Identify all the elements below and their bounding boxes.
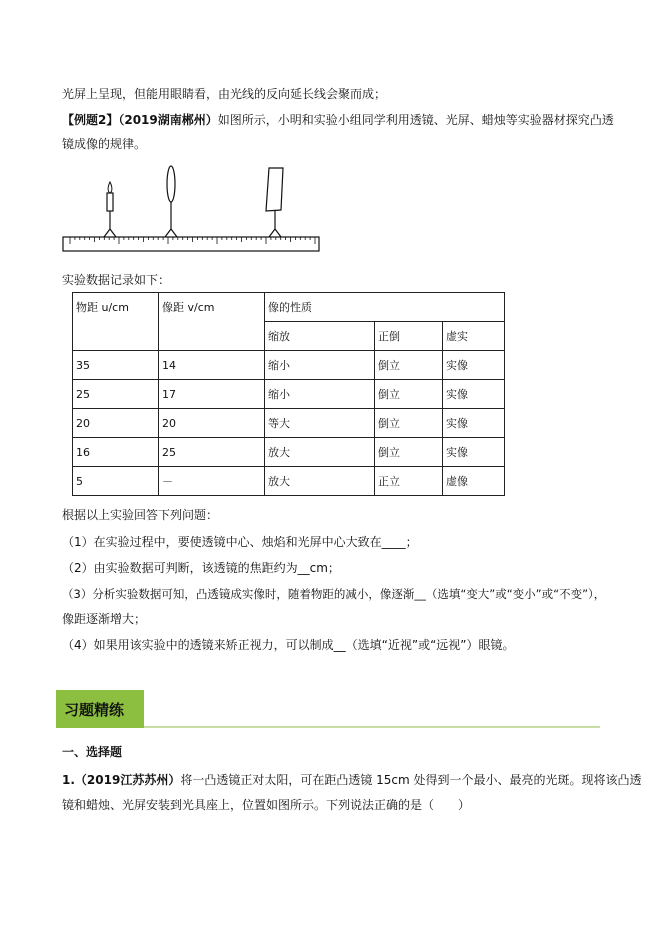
- section-banner: 习题精练: [56, 690, 144, 728]
- subheader-orientation: 正倒: [375, 322, 443, 351]
- question-4: （4）如果用该实验中的透镜来矫正视力，可以制成__（选填“近视”或“远视”）眼镜。: [62, 638, 515, 652]
- example-line-1: [62, 112, 614, 128]
- cell: 实像: [443, 438, 505, 467]
- cell: 正立: [375, 467, 443, 496]
- record-intro: 实验数据记录如下：: [62, 273, 171, 287]
- table-header-row: [73, 293, 505, 322]
- cell: 实像: [443, 409, 505, 438]
- example-line-2: 镜成像的规律。: [62, 137, 147, 151]
- subheader-real-virtual: 虚实: [443, 322, 505, 351]
- lens-assembly: [165, 166, 177, 237]
- problem-1-line-2: 镜和蜡烛、光屏安装到光具座上，位置如图所示。下列说法正确的是（ ）: [62, 798, 471, 812]
- cell: 16: [73, 438, 159, 467]
- table-row: [73, 380, 505, 409]
- cell: 25: [73, 380, 159, 409]
- problem-number: 1.: [62, 773, 75, 787]
- questions-intro: 根据以上实验回答下列问题：: [62, 508, 219, 522]
- cell: 20: [159, 409, 265, 438]
- paragraph-top: 光屏上呈现，但能用眼睛看，由光线的反向延长线会聚而成；: [62, 87, 387, 101]
- problem-text-1: 将一凸透镜正对太阳，可在距凸透镜 15cm 处得到一个最小、最亮的光斑。现将该凸透: [180, 773, 642, 787]
- banner-divider: [144, 726, 600, 728]
- question-1: （1）在实验过程中，要使透镜中心、烛焰和光屏中心大致在____；: [62, 535, 418, 549]
- example-text-1: 如图所示，小明和实验小组同学利用透镜、光屏、蜡烛等实验器材探究凸透: [217, 113, 614, 127]
- example-tag: 【例题2】: [62, 113, 119, 127]
- table-row: [73, 467, 505, 496]
- optical-bench-figure: [62, 160, 322, 256]
- cell: 缩小: [265, 351, 375, 380]
- section-title: 一、选择题: [62, 745, 123, 759]
- problem-1-line-1: [62, 772, 642, 788]
- question-2: （2）由实验数据可判断，该透镜的焦距约为__cm；: [62, 561, 340, 575]
- cell: 虚像: [443, 467, 505, 496]
- table-row: [73, 351, 505, 380]
- cell: 等大: [265, 409, 375, 438]
- cell: 25: [159, 438, 265, 467]
- cell: 20: [73, 409, 159, 438]
- cell: 35: [73, 351, 159, 380]
- question-3-line-1: （3）分析实验数据可知，凸透镜成实像时，随着物距的减小，像逐渐__（选填“变大”或“变小”或“不变”），: [62, 587, 606, 601]
- cell: 缩小: [265, 380, 375, 409]
- cell: 14: [159, 351, 265, 380]
- table-row: [73, 409, 505, 438]
- cell: 放大: [265, 467, 375, 496]
- experiment-data-table: [72, 292, 505, 496]
- screen-assembly: [266, 168, 283, 237]
- cell: 5: [73, 467, 159, 496]
- cell: 倒立: [375, 438, 443, 467]
- cell: 放大: [265, 438, 375, 467]
- header-image-distance: 像距 v/cm: [159, 293, 265, 351]
- header-image-nature: 像的性质: [265, 293, 505, 322]
- cell: 倒立: [375, 409, 443, 438]
- header-object-distance: 物距 u/cm: [73, 293, 159, 351]
- question-3-line-2: 像距逐渐增大；: [62, 612, 147, 626]
- table-row: [73, 438, 505, 467]
- candle-assembly: [104, 182, 116, 237]
- cell: －: [159, 467, 265, 496]
- cell: 17: [159, 380, 265, 409]
- cell: 倒立: [375, 380, 443, 409]
- cell: 实像: [443, 351, 505, 380]
- problem-source: （2019江苏苏州）: [74, 773, 181, 787]
- cell: 倒立: [375, 351, 443, 380]
- example-source: （2019湖南郴州）: [118, 113, 218, 127]
- cell: 实像: [443, 380, 505, 409]
- subheader-size: 缩放: [265, 322, 375, 351]
- ruler: [63, 237, 319, 251]
